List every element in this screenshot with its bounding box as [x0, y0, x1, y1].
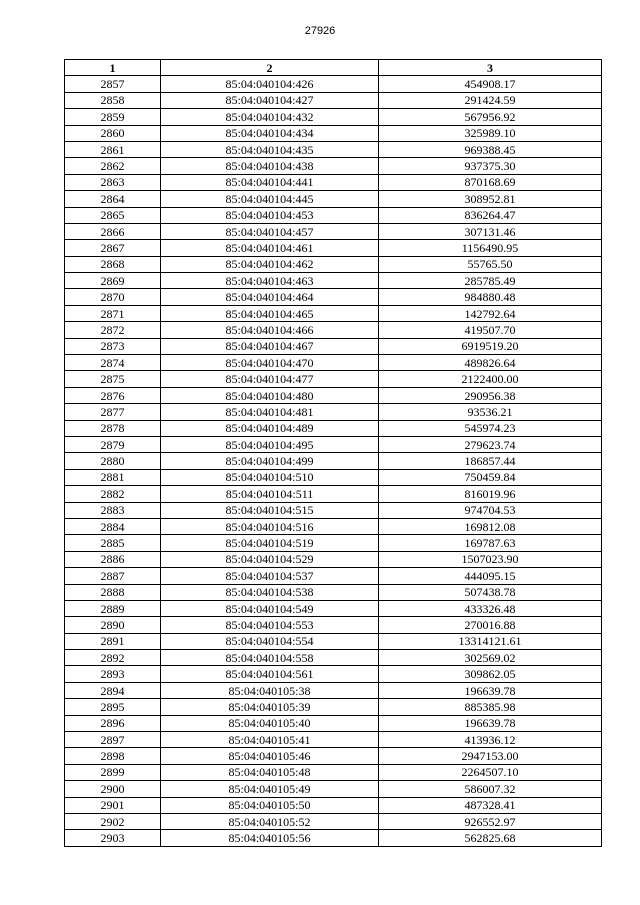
cadastral-number-cell: 85:04:040105:40	[161, 715, 379, 731]
table-row	[65, 830, 602, 846]
cadastral-number-cell: 85:04:040105:50	[161, 797, 379, 813]
cadastral-number-cell: 85:04:040104:462	[161, 256, 379, 272]
table-row	[65, 92, 602, 108]
row-number-cell: 2901	[65, 797, 161, 813]
row-number-cell: 2866	[65, 223, 161, 239]
column-header-1: 1	[65, 60, 161, 76]
cadastral-number-cell: 85:04:040105:48	[161, 764, 379, 780]
cadastral-number-cell: 85:04:040105:39	[161, 699, 379, 715]
table-row	[65, 240, 602, 256]
value-cell: 937375.30	[379, 158, 602, 174]
table-row	[65, 109, 602, 125]
table-row	[65, 699, 602, 715]
cadastral-number-cell: 85:04:040104:529	[161, 551, 379, 567]
row-number-cell: 2889	[65, 600, 161, 616]
cadastral-number-cell: 85:04:040104:441	[161, 174, 379, 190]
cadastral-number-cell: 85:04:040104:519	[161, 535, 379, 551]
table-row	[65, 191, 602, 207]
value-cell: 750459.84	[379, 469, 602, 485]
table-row	[65, 404, 602, 420]
row-number-cell: 2879	[65, 436, 161, 452]
cadastral-number-cell: 85:04:040104:553	[161, 617, 379, 633]
cadastral-number-cell: 85:04:040104:477	[161, 371, 379, 387]
value-cell: 419507.70	[379, 322, 602, 338]
table-row	[65, 764, 602, 780]
cadastral-number-cell: 85:04:040104:461	[161, 240, 379, 256]
row-number-cell: 2872	[65, 322, 161, 338]
value-cell: 291424.59	[379, 92, 602, 108]
table-row	[65, 207, 602, 223]
cadastral-number-cell: 85:04:040104:561	[161, 666, 379, 682]
row-number-cell: 2895	[65, 699, 161, 715]
value-cell: 169812.08	[379, 518, 602, 534]
row-number-cell: 2865	[65, 207, 161, 223]
row-number-cell: 2885	[65, 535, 161, 551]
value-cell: 290956.38	[379, 387, 602, 403]
value-cell: 279623.74	[379, 436, 602, 452]
row-number-cell: 2867	[65, 240, 161, 256]
value-cell: 545974.23	[379, 420, 602, 436]
row-number-cell: 2860	[65, 125, 161, 141]
value-cell: 507438.78	[379, 584, 602, 600]
table-row	[65, 600, 602, 616]
cadastral-number-cell: 85:04:040104:481	[161, 404, 379, 420]
row-number-cell: 2894	[65, 682, 161, 698]
value-cell: 2947153.00	[379, 748, 602, 764]
cadastral-number-cell: 85:04:040104:463	[161, 273, 379, 289]
table-row	[65, 436, 602, 452]
cadastral-number-cell: 85:04:040105:46	[161, 748, 379, 764]
value-cell: 969388.45	[379, 141, 602, 157]
row-number-cell: 2892	[65, 650, 161, 666]
row-number-cell: 2874	[65, 355, 161, 371]
table-row	[65, 682, 602, 698]
value-cell: 196639.78	[379, 682, 602, 698]
cadastral-number-cell: 85:04:040104:499	[161, 453, 379, 469]
row-number-cell: 2863	[65, 174, 161, 190]
cadastral-number-cell: 85:04:040104:435	[161, 141, 379, 157]
cadastral-number-cell: 85:04:040104:464	[161, 289, 379, 305]
cadastral-number-cell: 85:04:040104:516	[161, 518, 379, 534]
row-number-cell: 2881	[65, 469, 161, 485]
row-number-cell: 2862	[65, 158, 161, 174]
value-cell: 308952.81	[379, 191, 602, 207]
cadastral-number-cell: 85:04:040104:457	[161, 223, 379, 239]
row-number-cell: 2903	[65, 830, 161, 846]
cadastral-number-cell: 85:04:040105:38	[161, 682, 379, 698]
cadastral-number-cell: 85:04:040104:427	[161, 92, 379, 108]
cadastral-number-cell: 85:04:040104:426	[161, 76, 379, 92]
row-number-cell: 2902	[65, 813, 161, 829]
table-row	[65, 715, 602, 731]
value-cell: 93536.21	[379, 404, 602, 420]
table-row	[65, 518, 602, 534]
row-number-cell: 2857	[65, 76, 161, 92]
table-row	[65, 584, 602, 600]
table-row	[65, 125, 602, 141]
row-number-cell: 2875	[65, 371, 161, 387]
cadastral-number-cell: 85:04:040104:438	[161, 158, 379, 174]
cadastral-number-cell: 85:04:040104:495	[161, 436, 379, 452]
table-row	[65, 633, 602, 649]
table-row	[65, 141, 602, 157]
cadastral-number-cell: 85:04:040104:470	[161, 355, 379, 371]
value-cell: 325989.10	[379, 125, 602, 141]
table-row	[65, 551, 602, 567]
value-cell: 562825.68	[379, 830, 602, 846]
table-row	[65, 568, 602, 584]
value-cell: 974704.53	[379, 502, 602, 518]
table-row	[65, 453, 602, 469]
value-cell: 413936.12	[379, 732, 602, 748]
table-row	[65, 273, 602, 289]
row-number-cell: 2891	[65, 633, 161, 649]
column-header-2: 2	[161, 60, 379, 76]
table-row	[65, 387, 602, 403]
table-header-row	[65, 60, 602, 76]
row-number-cell: 2869	[65, 273, 161, 289]
row-number-cell: 2871	[65, 305, 161, 321]
cadastral-number-cell: 85:04:040104:511	[161, 486, 379, 502]
cadastral-number-cell: 85:04:040104:466	[161, 322, 379, 338]
row-number-cell: 2890	[65, 617, 161, 633]
row-number-cell: 2896	[65, 715, 161, 731]
table-row	[65, 486, 602, 502]
cadastral-number-cell: 85:04:040104:434	[161, 125, 379, 141]
cadastral-number-cell: 85:04:040104:489	[161, 420, 379, 436]
row-number-cell: 2876	[65, 387, 161, 403]
table-row	[65, 535, 602, 551]
row-number-cell: 2897	[65, 732, 161, 748]
value-cell: 13314121.61	[379, 633, 602, 649]
page-number: 27926	[304, 25, 336, 37]
cadastral-number-cell: 85:04:040104:465	[161, 305, 379, 321]
table-row	[65, 174, 602, 190]
row-number-cell: 2858	[65, 92, 161, 108]
value-cell: 307131.46	[379, 223, 602, 239]
value-cell: 984880.48	[379, 289, 602, 305]
row-number-cell: 2880	[65, 453, 161, 469]
value-cell: 2264507.10	[379, 764, 602, 780]
value-cell: 567956.92	[379, 109, 602, 125]
table-header	[65, 60, 602, 76]
value-cell: 586007.32	[379, 781, 602, 797]
cadastral-number-cell: 85:04:040104:515	[161, 502, 379, 518]
row-number-cell: 2884	[65, 518, 161, 534]
value-cell: 885385.98	[379, 699, 602, 715]
row-number-cell: 2864	[65, 191, 161, 207]
row-number-cell: 2878	[65, 420, 161, 436]
table-row	[65, 797, 602, 813]
table-row	[65, 650, 602, 666]
table-row	[65, 322, 602, 338]
table-row	[65, 256, 602, 272]
value-cell: 302569.02	[379, 650, 602, 666]
table-row	[65, 158, 602, 174]
row-number-cell: 2870	[65, 289, 161, 305]
value-cell: 1156490.95	[379, 240, 602, 256]
table-row	[65, 781, 602, 797]
table-row	[65, 371, 602, 387]
row-number-cell: 2873	[65, 338, 161, 354]
row-number-cell: 2898	[65, 748, 161, 764]
cadastral-number-cell: 85:04:040104:480	[161, 387, 379, 403]
table-row	[65, 813, 602, 829]
row-number-cell: 2886	[65, 551, 161, 567]
cadastral-number-cell: 85:04:040105:41	[161, 732, 379, 748]
table-row	[65, 469, 602, 485]
value-cell: 836264.47	[379, 207, 602, 223]
table-row	[65, 748, 602, 764]
table-row	[65, 666, 602, 682]
table-row	[65, 355, 602, 371]
table-row	[65, 76, 602, 92]
value-cell: 285785.49	[379, 273, 602, 289]
value-cell: 1507023.90	[379, 551, 602, 567]
row-number-cell: 2899	[65, 764, 161, 780]
table-row	[65, 732, 602, 748]
value-cell: 487328.41	[379, 797, 602, 813]
value-cell: 489826.64	[379, 355, 602, 371]
cadastral-number-cell: 85:04:040104:453	[161, 207, 379, 223]
value-cell: 169787.63	[379, 535, 602, 551]
cadastral-number-cell: 85:04:040104:432	[161, 109, 379, 125]
row-number-cell: 2868	[65, 256, 161, 272]
table-row	[65, 338, 602, 354]
row-number-cell: 2888	[65, 584, 161, 600]
cadastral-number-cell: 85:04:040104:445	[161, 191, 379, 207]
value-cell: 2122400.00	[379, 371, 602, 387]
column-header-3: 3	[379, 60, 602, 76]
row-number-cell: 2877	[65, 404, 161, 420]
table-body	[65, 76, 602, 846]
table-row	[65, 502, 602, 518]
value-cell: 6919519.20	[379, 338, 602, 354]
value-cell: 186857.44	[379, 453, 602, 469]
row-number-cell: 2859	[65, 109, 161, 125]
value-cell: 433326.48	[379, 600, 602, 616]
cadastral-number-cell: 85:04:040104:510	[161, 469, 379, 485]
cadastral-number-cell: 85:04:040104:554	[161, 633, 379, 649]
value-cell: 196639.78	[379, 715, 602, 731]
data-table	[64, 59, 602, 847]
table-row	[65, 617, 602, 633]
row-number-cell: 2882	[65, 486, 161, 502]
cadastral-number-cell: 85:04:040105:56	[161, 830, 379, 846]
value-cell: 55765.50	[379, 256, 602, 272]
cadastral-number-cell: 85:04:040104:549	[161, 600, 379, 616]
table-row	[65, 305, 602, 321]
value-cell: 816019.96	[379, 486, 602, 502]
row-number-cell: 2861	[65, 141, 161, 157]
cadastral-number-cell: 85:04:040104:537	[161, 568, 379, 584]
value-cell: 270016.88	[379, 617, 602, 633]
value-cell: 926552.97	[379, 813, 602, 829]
value-cell: 142792.64	[379, 305, 602, 321]
row-number-cell: 2900	[65, 781, 161, 797]
table-row	[65, 420, 602, 436]
cadastral-number-cell: 85:04:040104:467	[161, 338, 379, 354]
row-number-cell: 2887	[65, 568, 161, 584]
cadastral-number-cell: 85:04:040104:558	[161, 650, 379, 666]
table-row	[65, 223, 602, 239]
row-number-cell: 2893	[65, 666, 161, 682]
cadastral-number-cell: 85:04:040104:538	[161, 584, 379, 600]
row-number-cell: 2883	[65, 502, 161, 518]
value-cell: 454908.17	[379, 76, 602, 92]
value-cell: 870168.69	[379, 174, 602, 190]
value-cell: 309862.05	[379, 666, 602, 682]
table-row	[65, 289, 602, 305]
cadastral-number-cell: 85:04:040105:49	[161, 781, 379, 797]
value-cell: 444095.15	[379, 568, 602, 584]
cadastral-number-cell: 85:04:040105:52	[161, 813, 379, 829]
